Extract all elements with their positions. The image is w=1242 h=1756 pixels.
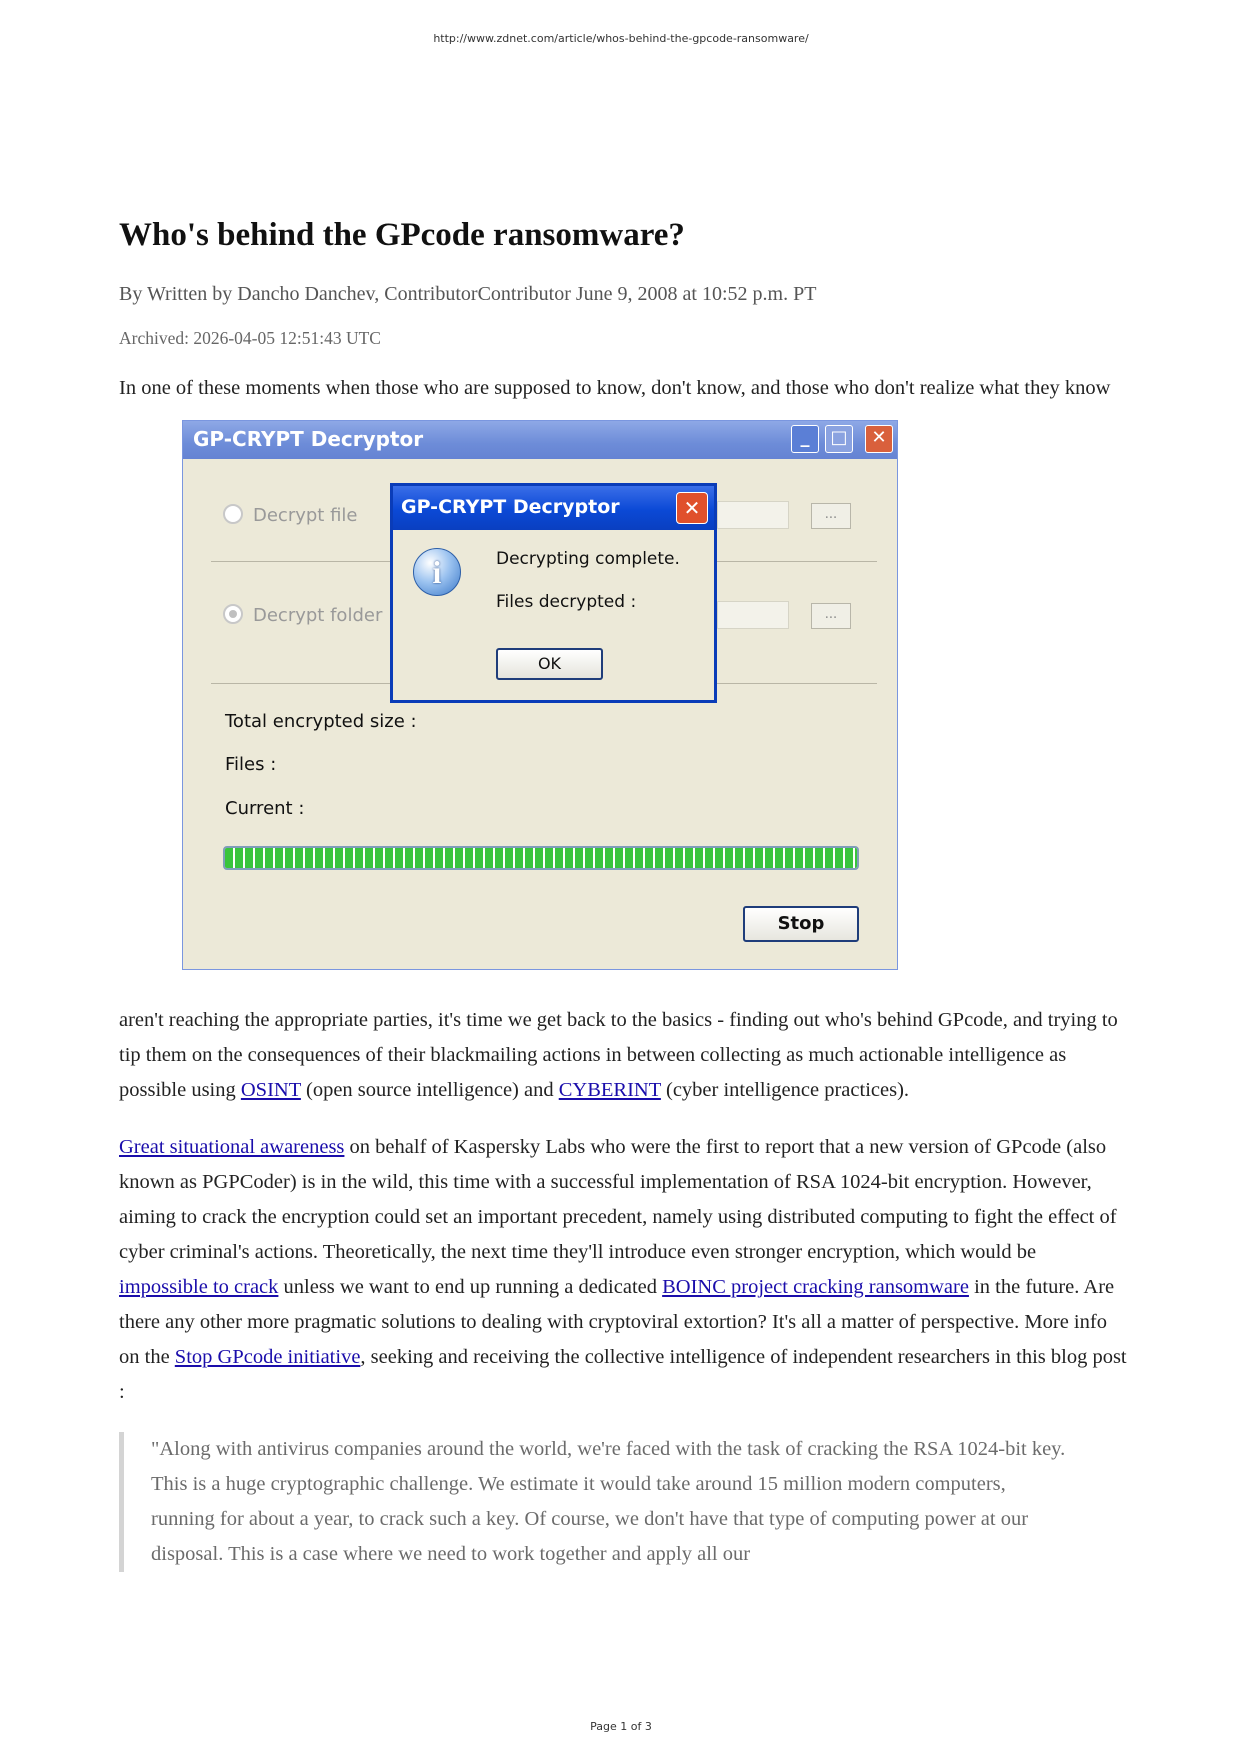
- link-cyberint[interactable]: CYBERINT: [558, 1079, 661, 1101]
- link-osint[interactable]: OSINT: [240, 1079, 301, 1101]
- text-span: on behalf of Kaspersky Labs who were the first to report that a new version of GPcode (also known as PGPCoder) is in the wild, this time with a successful implementation of RSA 1024-bit encryption. However, aiming to crack the encryption could set an important precedent, namely using distributed computing to fight the effect of cyber criminal's actions. Theoretically, the next time they'll introduce even stronger encryption, which would be: [119, 1136, 1117, 1263]
- intro-paragraph: In one of these moments when those who are supposed to know, don't know, and those who don't realize what they know: [119, 377, 1111, 399]
- quote-text: "Along with antivirus companies around the world, we're faced with the task of cracking the RSA 1024-bit key. This is a huge cryptographic challenge. We estimate it would take around 15 million modern computers, running for about a year, to crack such a key. Of course, we don't have that type of computing power at our disposal. This is a case where we need to work together and apply all our: [151, 1438, 1066, 1565]
- archived-timestamp: Archived: 2026-04-05 12:51:43 UTC: [119, 328, 381, 348]
- window-title: GP-CRYPT Decryptor: [193, 427, 424, 451]
- link-situational-awareness[interactable]: Great situational awareness: [119, 1136, 345, 1158]
- radio-file-label: Decrypt file: [253, 505, 358, 526]
- progress-fill: [225, 848, 857, 868]
- text-span: (open source intelligence) and: [300, 1079, 559, 1101]
- close-icon: ✕: [865, 425, 893, 453]
- radio-folder-label: Decrypt folder: [253, 605, 383, 626]
- progress-bar: [223, 846, 859, 870]
- message-dialog: [390, 483, 717, 703]
- dialog-message-line1: Decrypting complete.: [496, 549, 680, 569]
- decryptor-screenshot: [182, 420, 898, 970]
- article: [119, 213, 1129, 1572]
- text-span: unless we want to end up running a dedicated: [278, 1276, 663, 1298]
- file-path-box: [717, 501, 789, 529]
- maximize-icon: □: [825, 425, 853, 453]
- radio-decrypt-file: [223, 504, 358, 526]
- radio-icon: [223, 504, 243, 524]
- browse-folder-button: ...: [811, 603, 851, 629]
- blockquote: [119, 1432, 1071, 1572]
- paragraph-1: [119, 1003, 1129, 1108]
- close-icon: ✕: [676, 492, 708, 524]
- page-number: Page 1 of 3: [590, 1720, 652, 1733]
- page-url: http://www.zdnet.com/article/whos-behind-the-gpcode-ransomware/: [433, 32, 809, 45]
- browse-file-button: ...: [811, 503, 851, 529]
- link-impossible-to-crack[interactable]: impossible to crack: [119, 1276, 279, 1298]
- ok-button: OK: [496, 648, 603, 680]
- paragraph-2: [119, 1130, 1129, 1410]
- files-label: Files :: [225, 754, 277, 775]
- radio-selected-icon: [223, 604, 243, 624]
- dialog-message-line2: Files decrypted :: [496, 592, 637, 612]
- dialog-title: GP-CRYPT Decryptor: [401, 496, 620, 518]
- text-span: , seeking and receiving the collective intelligence of independent researchers in this blog post :: [119, 1346, 1127, 1403]
- info-icon: i: [413, 548, 461, 596]
- minimize-icon: _: [791, 425, 819, 453]
- total-size-label: Total encrypted size :: [225, 711, 417, 732]
- folder-path-box: [717, 601, 789, 629]
- radio-decrypt-folder: [223, 604, 382, 626]
- stop-button: Stop: [743, 906, 859, 942]
- dialog-titlebar: [393, 486, 714, 530]
- article-title: Who's behind the GPcode ransomware?: [119, 217, 685, 253]
- current-label: Current :: [225, 798, 305, 819]
- text-span: (cyber intelligence practices).: [660, 1079, 910, 1101]
- link-stop-gpcode[interactable]: Stop GPcode initiative: [174, 1346, 361, 1368]
- text-span: in the future. Are there any other more pragmatic solutions to dealing with cryptoviral extortion? It's all a matter of perspective. More info on the: [119, 1276, 1115, 1368]
- link-boinc-project[interactable]: BOINC project cracking ransomware: [662, 1276, 969, 1298]
- window-titlebar: [183, 421, 897, 459]
- text-span: aren't reaching the appropriate parties, it's time we get back to the basics - finding out who's behind GPcode, and trying to tip them on the consequences of their blackmailing actions in between collecting as much actionable intelligence as possible using: [119, 1009, 1118, 1101]
- byline: By Written by Dancho Danchev, ContributorContributor June 9, 2008 at 10:52 p.m. PT: [119, 283, 817, 305]
